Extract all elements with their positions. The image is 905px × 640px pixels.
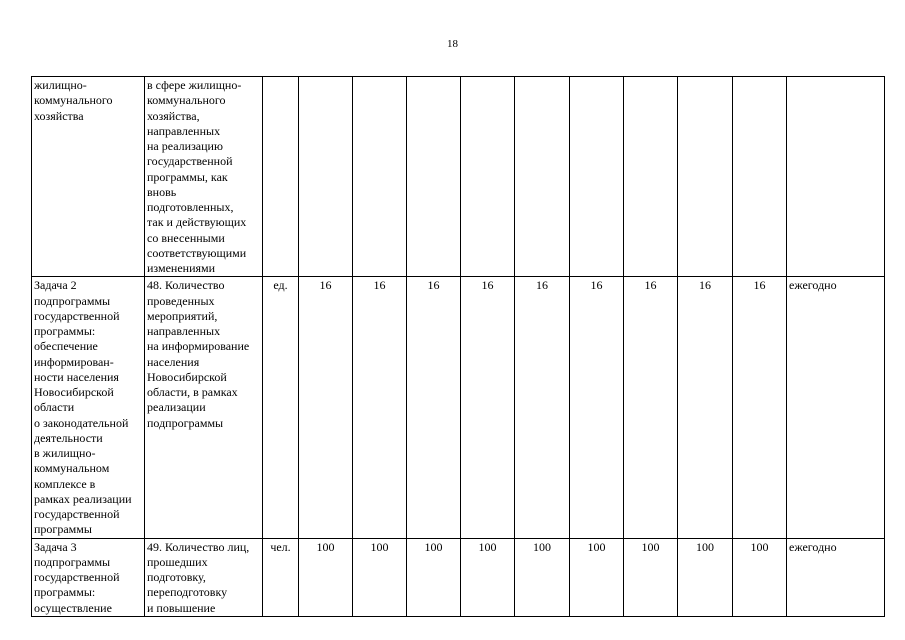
- value-cell: [678, 77, 733, 277]
- unit-cell: ед.: [263, 277, 299, 538]
- frequency-cell: ежегодно: [787, 277, 885, 538]
- value-cell: 100: [299, 538, 353, 616]
- indicator-cell: 49. Количество лиц, прошедших подготовку, переподготовку и повышение: [145, 538, 263, 616]
- value-cell: 16: [678, 277, 733, 538]
- table-row: [32, 277, 885, 538]
- unit-cell: чел.: [263, 538, 299, 616]
- value-cell: [570, 77, 624, 277]
- task-cell: Задача 3 подпрограммы государственной программы: осуществление: [32, 538, 145, 616]
- page-number: 18: [447, 38, 458, 50]
- indicator-cell: в сфере жилищно- коммунального хозяйства, направленных на реализацию государственной программы, как вновь подготовленных, так и действующих со внесенными соответствующими изменениями: [145, 77, 263, 277]
- value-cell: 100: [515, 538, 570, 616]
- value-cell: [515, 77, 570, 277]
- value-cell: [299, 77, 353, 277]
- value-cell: [624, 77, 678, 277]
- value-cell: [733, 77, 787, 277]
- value-cell: 16: [733, 277, 787, 538]
- value-cell: [407, 77, 461, 277]
- value-cell: 100: [407, 538, 461, 616]
- indicators-table: [31, 76, 885, 617]
- value-cell: 100: [678, 538, 733, 616]
- frequency-cell: [787, 77, 885, 277]
- value-cell: 100: [353, 538, 407, 616]
- task-cell: жилищно- коммунального хозяйства: [32, 77, 145, 277]
- unit-cell: [263, 77, 299, 277]
- value-cell: [353, 77, 407, 277]
- value-cell: 16: [624, 277, 678, 538]
- value-cell: 16: [515, 277, 570, 538]
- value-cell: 100: [461, 538, 515, 616]
- value-cell: 16: [299, 277, 353, 538]
- task-cell: Задача 2 подпрограммы государственной программы: обеспечение информирован- ности населения Новосибирской области о законодательной деятельности в жилищно- коммунальном комплексе в рамках реализации государственной программы: [32, 277, 145, 538]
- table-row: [32, 77, 885, 277]
- table-row: [32, 538, 885, 616]
- value-cell: 16: [353, 277, 407, 538]
- value-cell: 16: [570, 277, 624, 538]
- value-cell: 100: [570, 538, 624, 616]
- value-cell: 16: [461, 277, 515, 538]
- value-cell: 16: [407, 277, 461, 538]
- value-cell: [461, 77, 515, 277]
- value-cell: 100: [624, 538, 678, 616]
- indicator-cell: 48. Количество проведенных мероприятий, направленных на информирование населения Новосибирской области, в рамках реализации подпрограммы: [145, 277, 263, 538]
- value-cell: 100: [733, 538, 787, 616]
- frequency-cell: ежегодно: [787, 538, 885, 616]
